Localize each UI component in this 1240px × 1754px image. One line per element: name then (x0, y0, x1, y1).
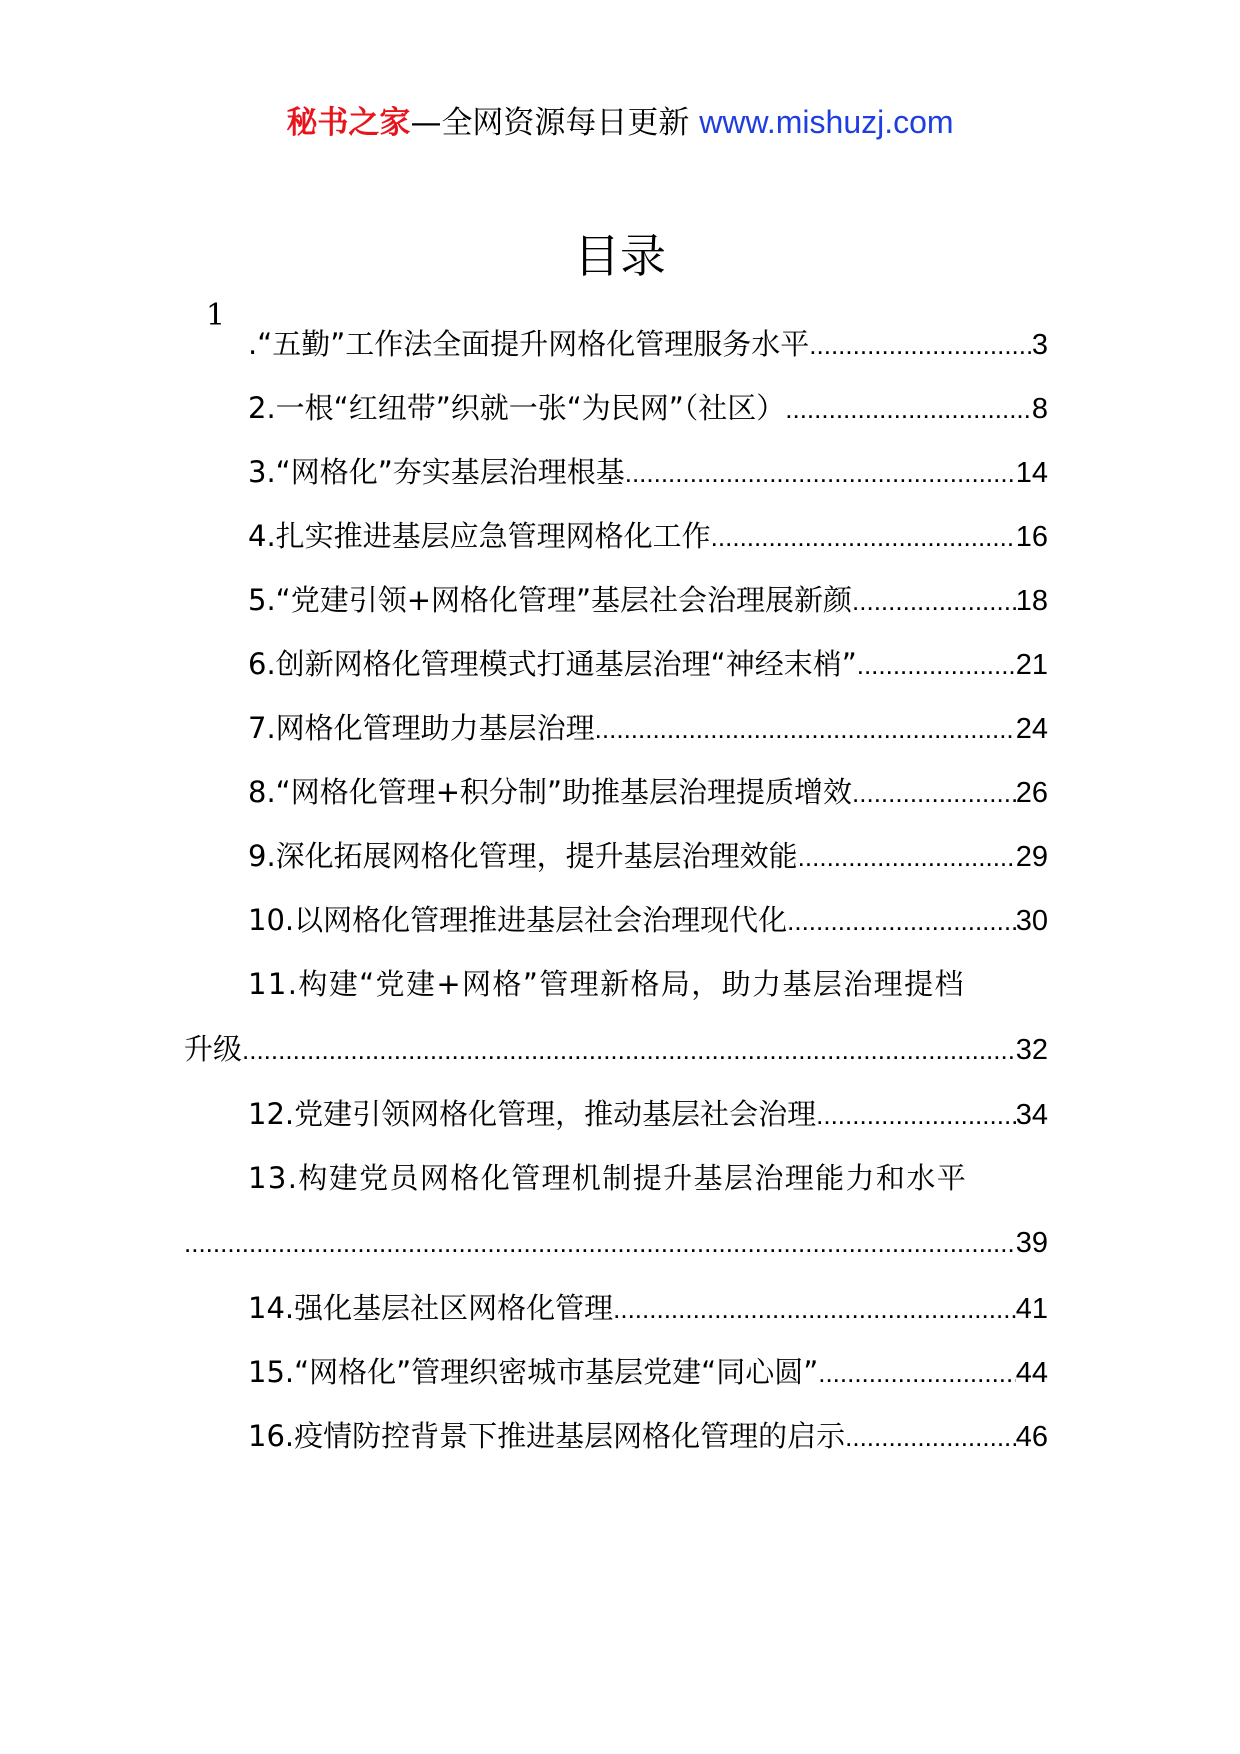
toc-entry-page: 14 (1015, 457, 1048, 489)
toc-entry[interactable] (248, 580, 1048, 624)
toc-entry-page: 39 (1015, 1227, 1048, 1259)
toc-entry[interactable] (248, 900, 1048, 944)
toc-entry[interactable] (248, 516, 1048, 560)
toc-entry[interactable] (248, 772, 1048, 816)
toc-entry-page: 16 (1015, 521, 1048, 553)
toc-entry[interactable] (248, 452, 1048, 496)
toc-entry-title: 2.一根“红纽带”织就一张“为民网”（社区） (248, 391, 786, 425)
toc-dot-leader (613, 1289, 1016, 1329)
toc-entry-title: 8.“网格化管理+积分制”助推基层治理提质增效 (248, 775, 853, 809)
toc-entry[interactable] (248, 324, 1048, 368)
toc-dot-leader (818, 1353, 1016, 1393)
toc-dot-leader (595, 709, 1016, 749)
toc-entry-page: 24 (1015, 713, 1048, 745)
toc-entry-title: 14.强化基层社区网格化管理 (248, 1291, 614, 1325)
toc-entry[interactable] (248, 708, 1048, 752)
toc-entry-title: 6.创新网格化管理模式打通基层治理“神经末梢” (248, 647, 857, 681)
site-url-link[interactable]: www.mishuzj.com (699, 104, 954, 140)
toc-dot-leader (857, 645, 1016, 685)
toc-entry-page: 8 (1031, 393, 1048, 425)
toc-entry-page: 34 (1015, 1099, 1048, 1131)
toc-dot-leader (184, 1223, 1016, 1263)
toc-entry-page: 41 (1015, 1293, 1048, 1325)
toc-entry[interactable] (248, 836, 1048, 880)
toc-dot-leader (242, 1030, 1016, 1070)
toc-entry[interactable] (248, 1416, 1048, 1460)
toc-entry-page: 3 (1031, 329, 1048, 361)
toc-dot-leader (787, 901, 1016, 941)
toc-entry-page: 18 (1015, 585, 1048, 617)
toc-entry-page: 44 (1015, 1357, 1048, 1389)
toc-entry-title: 9.深化拓展网格化管理，提升基层治理效能 (248, 839, 798, 873)
toc-entry-title-line2: 升级 (184, 1032, 243, 1066)
toc-dot-leader (852, 773, 1016, 813)
site-brand: 秘书之家 (286, 105, 411, 141)
site-slogan: —全网资源每日更新 (410, 105, 700, 141)
toc-dot-leader (816, 1095, 1016, 1135)
toc-entry-page: 21 (1015, 649, 1048, 681)
toc-entry-title: 15.“网格化”管理织密城市基层党建“同心圆” (248, 1355, 819, 1389)
page-number-marker: 1 (206, 298, 226, 333)
toc-entry-page: 29 (1015, 841, 1048, 873)
toc-dot-leader (809, 325, 1032, 365)
toc-entry-title-line1[interactable]: 13.构建党员网格化管理机制提升基层治理能力和水平 (248, 1161, 968, 1195)
toc-entry-page: 32 (1015, 1034, 1048, 1066)
toc-dot-leader (785, 389, 1032, 429)
toc-entry[interactable] (248, 1288, 1048, 1332)
page-title: 目录 (574, 229, 666, 283)
toc-entry[interactable] (184, 1029, 1048, 1073)
toc-dot-leader (852, 581, 1016, 621)
toc-entry-page: 46 (1015, 1421, 1048, 1453)
toc-entry[interactable] (248, 644, 1048, 688)
toc-entry-title: 16.疫情防控背景下推进基层网格化管理的启示 (248, 1419, 846, 1453)
toc-entry-title-line1[interactable]: 11.构建“党建+网格”管理新格局，助力基层治理提档 (248, 967, 965, 1001)
toc-entry[interactable] (184, 1223, 1048, 1267)
toc-entry[interactable] (248, 1352, 1048, 1396)
toc-dot-leader (845, 1417, 1016, 1457)
toc-entry-page: 30 (1015, 905, 1048, 937)
toc-entry-title: 7.网格化管理助力基层治理 (248, 711, 595, 745)
toc-entry-title: 10.以网格化管理推进基层社会治理现代化 (248, 903, 788, 937)
toc-dot-leader (711, 517, 1016, 557)
site-banner (0, 100, 1240, 145)
toc-entry-title: 12.党建引领网格化管理，推动基层社会治理 (248, 1097, 817, 1131)
toc-dot-leader (625, 453, 1016, 493)
toc-entry-title: 5.“党建引领+网格化管理”基层社会治理展新颜 (248, 583, 853, 617)
toc-dot-leader (798, 837, 1016, 877)
toc-entry[interactable] (248, 388, 1048, 432)
toc-entry-title: 3.“网格化”夯实基层治理根基 (248, 455, 625, 489)
toc-entry-title: 4.扎实推进基层应急管理网格化工作 (248, 519, 711, 553)
toc-entry-page: 26 (1015, 777, 1048, 809)
toc-entry-title: .“五勤”工作法全面提升网格化管理服务水平 (248, 327, 810, 361)
toc-entry[interactable] (248, 1094, 1048, 1138)
